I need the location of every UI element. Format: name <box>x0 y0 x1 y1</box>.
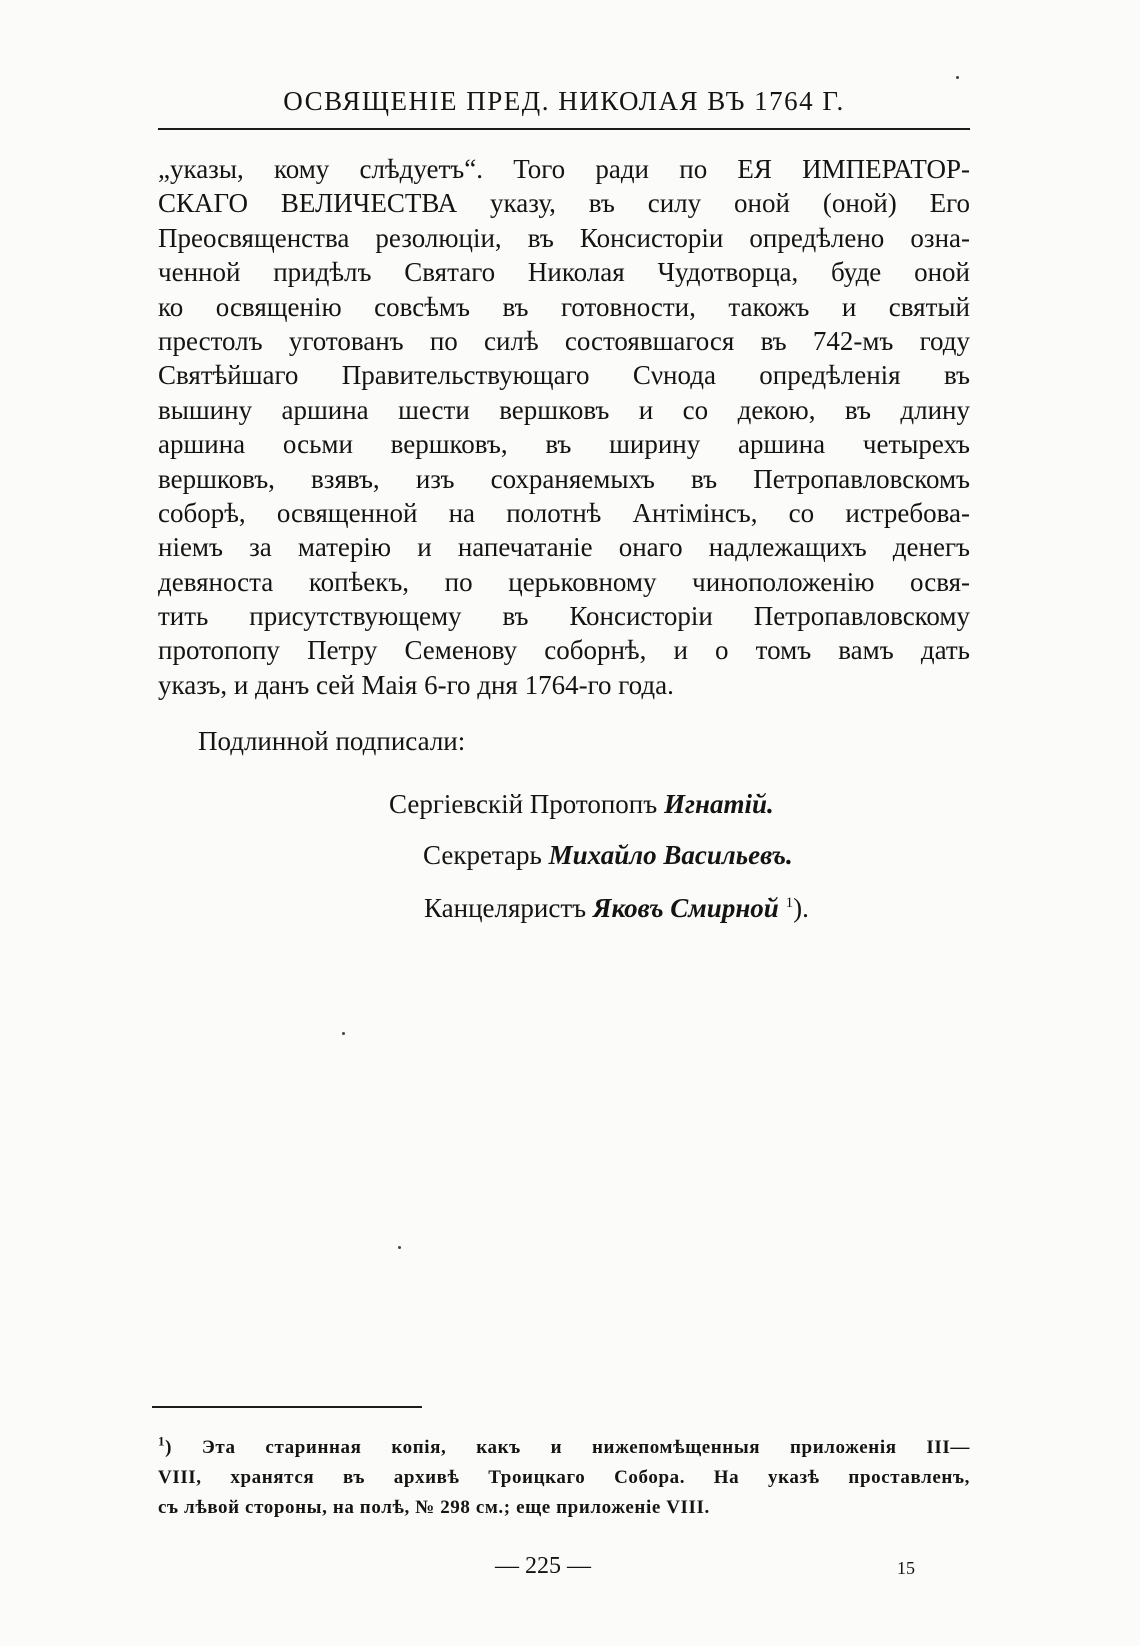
body-line: Преосвященства резолюціи, въ Консисторіи опредѣлено озна- <box>158 222 970 253</box>
body-line: соборѣ, освященной на полотнѣ Антімінсъ, со истребова- <box>158 497 970 528</box>
body-line: аршина осьми вершковъ, въ ширину аршина четырехъ <box>158 429 970 460</box>
signatory-3 <box>424 893 809 924</box>
signatory-name: Михайло Васильевъ. <box>548 840 793 870</box>
body-line: ченной придѣлъ Святаго Николая Чудотворца, буде оной <box>158 257 970 288</box>
body-line: „указы, кому слѣдуетъ“. Того ради по ЕЯ ИМПЕРАТОР- <box>158 154 970 184</box>
footnote-line: съ лѣвой стороны, на полѣ, № 298 см.; еще приложеніе VIII. <box>158 1497 710 1518</box>
body-line: девяноста копѣекъ, по церьковному чиноположенію освя- <box>158 566 970 597</box>
body-line: тить присутствующему въ Консисторіи Петропавловскому <box>158 601 970 632</box>
footnote-line <box>158 1433 970 1463</box>
signatory-title: Сергіевскій Протопопъ <box>389 789 658 819</box>
footnote-reference[interactable]: 1 <box>785 895 794 911</box>
body-line: вышину аршина шести вершковъ и со декою, въ длину <box>158 394 970 425</box>
body-line: Святѣйшаго Правительствующаго Сνнода опредѣленія въ <box>158 360 970 391</box>
body-line: ніемъ за матерію и напечатаніе онаго надлежащихъ денегъ <box>158 532 970 563</box>
header-rule <box>158 128 970 130</box>
signatory-1 <box>389 789 774 820</box>
print-speck <box>342 1032 345 1035</box>
footnote-marker: 1 <box>158 1433 166 1449</box>
body-line: протопопу Петру Семенову соборнѣ, и о томъ вамъ дать <box>158 635 970 666</box>
body-line-last: указъ, и данъ сей Маія 6-го дня 1764-го года. <box>158 669 674 700</box>
body-line: ко освященію совсѣмъ въ готовности, такожъ и святый <box>158 291 970 322</box>
print-speck <box>956 76 959 79</box>
signatory-title: Канцеляристъ <box>424 893 587 923</box>
footnote-line: VIII, хранятся въ архивѣ Троицкаго Собора. На указѣ проставленъ, <box>158 1467 970 1488</box>
body-line: престолъ уготованъ по силѣ состоявшагося въ 742-мъ году <box>158 325 970 356</box>
body-line: вершковъ, взявъ, изъ сохраняемыхъ въ Петропавловскомъ <box>158 463 970 494</box>
page-number: — 225 — <box>495 1553 591 1579</box>
signature-mark: 15 <box>897 1558 915 1578</box>
signed-label: Подлинной подписали: <box>198 726 466 756</box>
signatory-trail: ). <box>793 893 809 923</box>
signatory-title: Секретарь <box>423 840 542 870</box>
running-head: ОСВЯЩЕНІЕ ПРЕД. НИКОЛАЯ ВЪ 1764 Г. <box>283 86 845 116</box>
signatory-name: Яковъ Смирной <box>592 893 779 923</box>
footnote-rule <box>152 1406 422 1408</box>
signatory-2 <box>423 840 793 871</box>
footnote <box>158 1433 970 1523</box>
body-line: СКАГО ВЕЛИЧЕСТВА указу, въ силу оной (оной) Его <box>158 188 970 219</box>
signatory-name: Игнатій. <box>663 789 774 819</box>
footnote-line-text: ) Эта старинная копія, какъ и нижепомѣщенныя приложенія III— <box>165 1437 970 1458</box>
body-text <box>158 152 970 702</box>
print-speck <box>398 1246 401 1249</box>
